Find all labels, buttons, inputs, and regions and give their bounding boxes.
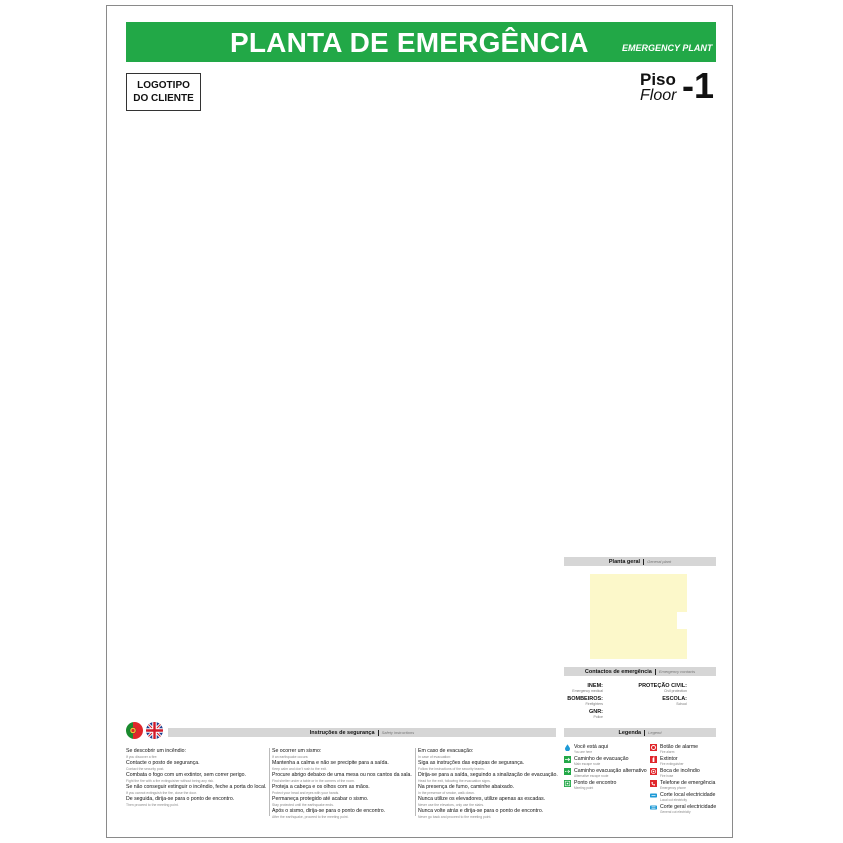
alarm-button-icon [650, 744, 657, 751]
general-power-cut-icon [650, 804, 657, 811]
general-plan-notch [677, 612, 688, 629]
general-plan-area [590, 574, 687, 659]
uk-flag-icon[interactable] [146, 722, 163, 739]
floor-indicator [638, 65, 728, 108]
contacts-list [564, 680, 716, 720]
general-plan-label: Planta geral [608, 558, 641, 565]
alt-evacuation-route-icon [564, 768, 571, 775]
header-banner [126, 22, 716, 62]
extinguisher-icon [650, 756, 657, 763]
contacts-header [564, 667, 716, 676]
meeting-point-icon [564, 780, 571, 787]
contact-inem: INEM: Emergency medical [572, 683, 603, 693]
language-flags [126, 722, 166, 740]
logo-line-2: DO CLIENTE [133, 93, 194, 104]
fire-instructions-column: Se descobrir um incêndio: If you discover a fire: Contacte o posto de segurança. Contact the security post. Combata o fogo com um extintor, sem correr perigo. Fight the fire with a fire extinguisher without being any risk. Se não conseguir extinguir o incêndio, feche a porta do local. If you cannot extinguish the fire, close the door. De seguida, dirija-se para o ponto de encontro. Then proceed to the meeting point. [126, 748, 267, 807]
earthquake-instructions-column: Se ocorrer um sismo: If an earthquake occurs: Mantenha a calma e não se precipite para a saída. Keep calm and don't rush to the exit. Procure abrigo debaixo de uma mesa ou nos cantos da sala. Find shelter under a table or in the corners of the room. Proteja a cabeça e os olhos com as mãos. Protect your head and eyes with your hands. Permaneça protegido até acabar o sismo. Stay protected until the earthquake ends. Após o sismo, dirija-se para o ponto de encontro. After the earthquake, proceed to the meeting point. [272, 748, 412, 819]
floor-label-pt: Piso [640, 70, 676, 89]
client-logo-placeholder [126, 73, 201, 111]
divider [643, 559, 644, 565]
evacuation-route-icon [564, 756, 571, 763]
divider [378, 730, 379, 736]
floor-label-en: Floor [640, 87, 677, 104]
column-divider [269, 748, 270, 816]
emergency-phone-icon [650, 780, 657, 787]
safety-label: Instruções de segurança [309, 729, 375, 736]
contacts-label: Contactos de emergência [584, 668, 652, 675]
legend-label-en: Legend [648, 730, 662, 735]
floor-number: -1 [682, 65, 715, 106]
general-plan-label-en: General plant [647, 559, 672, 564]
fire-hose-icon [650, 768, 657, 775]
local-power-cut-icon [650, 792, 657, 799]
general-plan-header [564, 557, 716, 566]
logo-line-1: LOGOTIPO [137, 80, 190, 91]
you-are-here-icon [564, 744, 571, 751]
page-title: PLANTA DE EMERGÊNCIA [230, 27, 589, 58]
contact-school: ESCOLA: School [662, 696, 687, 706]
divider [644, 730, 645, 736]
contacts-label-en: Emergency contacts [658, 669, 696, 674]
portugal-flag-icon[interactable] [126, 722, 143, 739]
contact-firefighters: BOMBEIROS: Firefighters [567, 696, 603, 706]
page-subtitle: EMERGENCY PLANT [622, 43, 713, 53]
legend-label: Legenda [618, 729, 642, 736]
safety-instructions-header [168, 728, 556, 737]
column-divider [415, 748, 416, 816]
evacuation-instructions-column: Em caso de evacuação: In case of evacuation: Siga as instruções das equipas de segurança. Follow the instructions of the security teams. Dirija-se para a saída, seguindo a sinalização de evacuação. Head for the exit, following the evacuation signs. Na presença de fumo, caminhe abaixado. In the presence of smoke, walk down. Nunca utilize os elevadores, utilize apenas as escadas. Never use the elevators, only use the stairs. Nunca volte atrás e dirija-se para o ponto de encontro. Never go back and proceed to the meeting point. [418, 748, 558, 819]
safety-label-en: Safety instructions [381, 730, 415, 735]
contact-police: GNR: Police [588, 709, 603, 719]
divider [655, 669, 656, 675]
contact-civil-protection: PROTEÇÃO CIVIL: Civil protection [638, 683, 687, 693]
legend-header [564, 728, 716, 737]
